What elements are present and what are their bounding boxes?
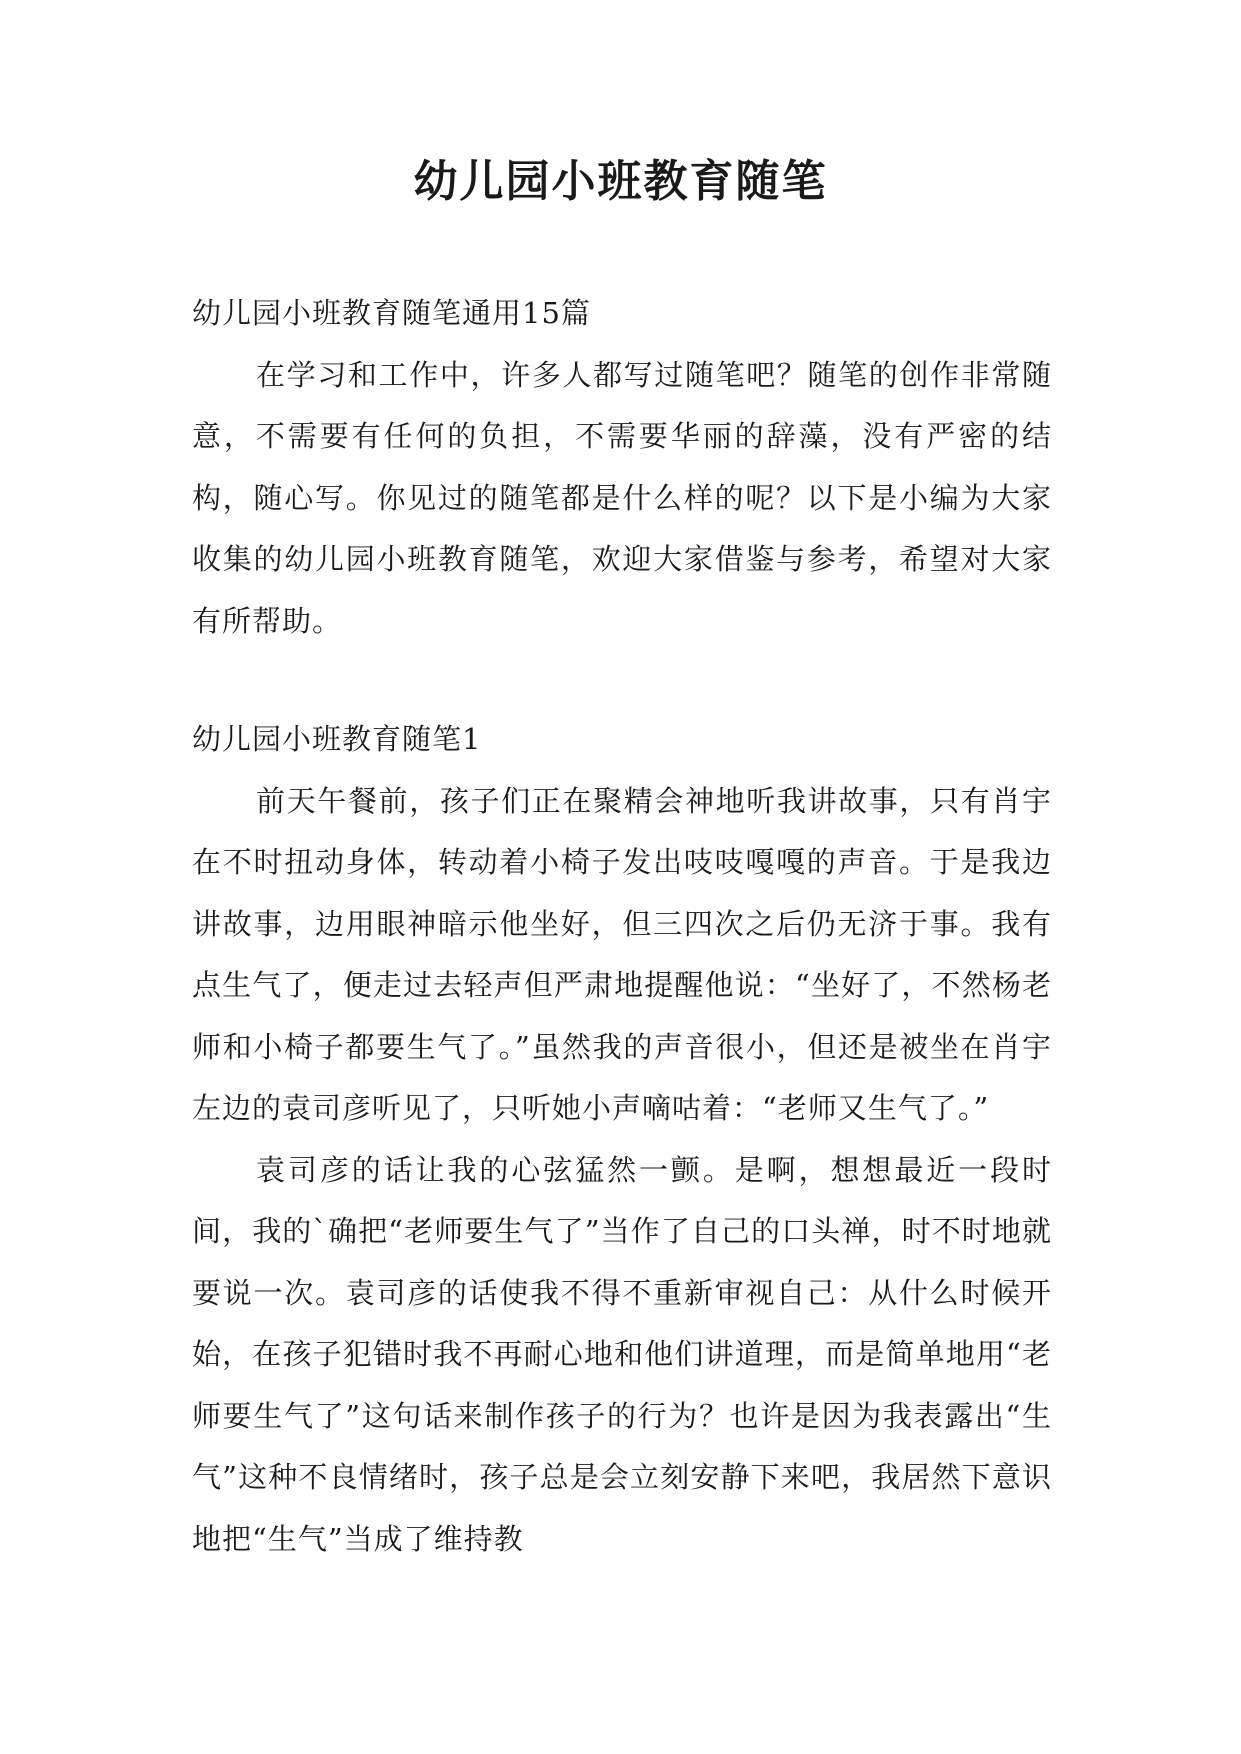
section-1-paragraph-1: 前天午餐前，孩子们正在聚精会神地听我讲故事，只有肖宇在不时扭动身体，转动着小椅子发出吱吱嘎嘎的声音。于是我边讲故事，边用眼神暗示他坐好，但三四次之后仍无济于事。我有点生气了，便走过去轻声但严肃地提醒他说：“坐好了，不然杨老师和小椅子都要生气了。”虽然我的声音很小，但还是被坐在肖宇左边的袁司彦听见了，只听她小声嘀咕着：“老师又生气了。” <box>192 783 1052 1125</box>
section-1-paragraph-2: 袁司彦的话让我的心弦猛然一颤。是啊，想想最近一段时间，我的`确把“老师要生气了”当作了自己的口头禅，时不时地就要说一次。袁司彦的话使我不得不重新审视自己：从什么时候开始，在孩子犯错时我不再耐心地和他们讲道理，而是简单地用“老师要生气了”这句话来制作孩子的行为？也许是因为我表露出“生气”这种不良情绪时，孩子总是会立刻安静下来吧，我居然下意识地把“生气”当成了维持教 <box>192 1152 1052 1556</box>
section-1-heading: 幼儿园小班教育随笔1 <box>192 722 482 756</box>
section-spacer <box>192 652 1052 709</box>
document-title: 幼儿园小班教育随笔 <box>413 156 828 207</box>
intro-heading: 幼儿园小班教育随笔通用15篇 <box>192 296 591 330</box>
intro-paragraph: 在学习和工作中，许多人都写过随笔吧？随笔的创作非常随意，不需要有任何的负担，不需要华丽的辞藻，没有严密的结构，随心写。你见过的随笔都是什么样的呢？以下是小编为大家收集的幼儿园小班教育随笔，欢迎大家借鉴与参考，希望对大家有所帮助。 <box>192 357 1052 638</box>
document-body <box>192 283 1052 1570</box>
